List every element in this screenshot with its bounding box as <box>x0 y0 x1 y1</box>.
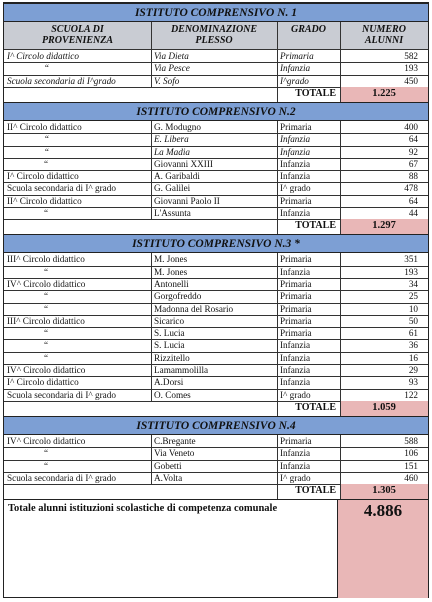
cell-grado: Infanzia <box>280 365 311 375</box>
header-grado <box>277 22 340 50</box>
column-divider <box>340 50 341 87</box>
cell-plesso: G. Modugno <box>154 121 201 132</box>
cell-grado: Infanzia <box>280 352 311 363</box>
cell-alunni: 64 <box>408 134 418 145</box>
cell-grado: Infanzia <box>280 158 311 169</box>
cell-scuola: “ <box>44 340 49 351</box>
total-label: TOTALE <box>295 220 336 232</box>
table-row <box>4 266 428 278</box>
cell-plesso: A.Dorsi <box>154 377 184 388</box>
cell-grado: Primaria <box>280 303 312 314</box>
column-divider <box>340 253 341 401</box>
cell-scuola: Scuola secondaria di I^grado <box>7 75 116 86</box>
cell-scuola: Scuola secondaria di I^ grado <box>7 472 116 483</box>
table-row <box>4 146 428 158</box>
column-divider <box>277 401 278 416</box>
table-row <box>4 50 428 62</box>
column-divider <box>277 484 278 499</box>
cell-grado: I^ grado <box>280 183 311 194</box>
cell-grado: Infanzia <box>280 460 311 471</box>
table-row <box>4 339 428 351</box>
cell-plesso: Rizzitello <box>154 352 190 363</box>
cell-alunni: 151 <box>404 460 418 471</box>
total-row <box>4 484 428 499</box>
cell-plesso: S. Lucia <box>154 340 185 351</box>
cell-grado: I^ grado <box>280 389 311 400</box>
cell-plesso: Gobetti <box>154 460 182 471</box>
grand-total-label: Totale alunni istituzioni scolastiche di competenza comunale <box>8 503 278 515</box>
cell-alunni: 64 <box>408 195 418 206</box>
section-title-band <box>4 416 428 435</box>
column-divider <box>340 435 341 484</box>
header-scuola-provenienza-line1: SCUOLA DI <box>51 24 104 35</box>
table-row <box>4 182 428 194</box>
column-divider <box>277 22 278 50</box>
cell-grado: Primaria <box>280 291 312 302</box>
cell-scuola: II^ Circolo didattico <box>7 195 82 206</box>
header-denominazione-plesso-line2: PLESSO <box>195 35 233 46</box>
section-title: ISTITUTO COMPRENSIVO N.3 * <box>132 238 300 251</box>
column-divider <box>340 401 341 416</box>
cell-scuola: “ <box>44 146 50 157</box>
table-row <box>4 62 428 74</box>
cell-alunni: 92 <box>408 146 418 157</box>
cell-alunni: 450 <box>404 75 418 86</box>
table-row <box>4 389 428 401</box>
cell-grado: Primaria <box>280 254 312 265</box>
cell-alunni: 34 <box>408 278 418 289</box>
column-divider <box>340 22 341 50</box>
cell-grado: Infanzia <box>280 266 311 277</box>
table-row <box>4 460 428 472</box>
cell-plesso: C.Bregante <box>154 435 196 446</box>
cell-alunni: 88 <box>408 171 418 182</box>
column-divider <box>151 50 152 87</box>
column-divider <box>340 219 341 234</box>
cell-grado: Infanzia <box>280 134 311 145</box>
cell-alunni: 588 <box>404 435 418 446</box>
cell-scuola: “ <box>44 266 49 277</box>
header-numero-alunni <box>340 22 428 50</box>
cell-plesso: A.Volta <box>154 472 183 483</box>
cell-alunni: 193 <box>404 63 418 74</box>
cell-grado: Primaria <box>280 51 314 61</box>
grand-total-row <box>4 499 428 598</box>
column-divider <box>277 50 278 87</box>
column-divider <box>151 435 152 484</box>
column-divider <box>151 253 152 401</box>
cell-alunni: 67 <box>408 158 418 169</box>
header-numero-alunni-line2: ALUNNI <box>364 35 404 46</box>
table-row <box>4 253 428 265</box>
cell-plesso: Lamammolilla <box>154 365 209 375</box>
table-row <box>4 133 428 145</box>
table-row <box>4 195 428 207</box>
cell-alunni: 582 <box>404 51 418 61</box>
cell-alunni: 25 <box>408 291 418 302</box>
section-title: ISTITUTO COMPRENSIVO N. 1 <box>134 7 298 19</box>
cell-grado: Infanzia <box>280 340 311 351</box>
table-row <box>4 472 428 484</box>
table-row <box>4 121 428 133</box>
cell-grado: Infanzia <box>280 63 311 74</box>
cell-plesso: E. Libera <box>154 134 189 145</box>
column-divider <box>277 219 278 234</box>
cell-plesso: L'Assunta <box>154 208 191 218</box>
cell-grado: Primaria <box>280 435 312 446</box>
total-row <box>4 87 428 102</box>
cell-alunni: 29 <box>408 365 418 375</box>
header-grado-line1: GRADO <box>290 24 326 35</box>
cell-grado: I^grado <box>280 75 309 86</box>
cell-alunni: 122 <box>404 389 418 400</box>
header-denominazione-plesso <box>151 22 277 50</box>
section-title-band <box>4 3 428 22</box>
column-divider <box>277 435 278 484</box>
column-divider <box>151 22 152 50</box>
cell-scuola: Scuola secondaria di I^ grado <box>7 389 116 400</box>
cell-scuola: I^ Circolo didattico <box>7 171 79 182</box>
table-row <box>4 207 428 219</box>
cell-plesso: La Madia <box>154 146 190 157</box>
column-divider <box>151 121 152 219</box>
cell-grado: Primaria <box>280 315 312 326</box>
cell-plesso: V. Sofo <box>154 75 180 86</box>
cell-scuola: “ <box>44 328 49 339</box>
table-row <box>4 447 428 459</box>
total-value: 1.225 <box>340 87 428 102</box>
cell-alunni: 16 <box>408 352 418 363</box>
cell-plesso: Via Pesce <box>154 63 190 74</box>
cell-plesso: Madonna del Rosario <box>154 303 234 314</box>
table-row <box>4 364 428 376</box>
header-denominazione-plesso-line1: DENOMINAZIONE <box>170 24 258 35</box>
cell-scuola: “ <box>44 303 49 314</box>
column-divider <box>340 121 341 219</box>
total-value: 1.305 <box>340 484 428 499</box>
cell-plesso: Via Veneto <box>154 448 195 459</box>
cell-plesso: M. Jones <box>154 254 188 265</box>
cell-scuola: II^ Circolo didattico <box>7 121 82 132</box>
cell-alunni: 478 <box>404 183 418 194</box>
column-divider <box>277 87 278 102</box>
table-row <box>4 303 428 315</box>
column-divider <box>277 253 278 401</box>
cell-alunni: 61 <box>408 328 418 339</box>
cell-grado: Infanzia <box>280 146 311 157</box>
cell-plesso: Antonelli <box>154 278 189 289</box>
header-numero-alunni-line1: NUMERO <box>362 24 406 35</box>
cell-alunni: 44 <box>408 208 418 218</box>
cell-plesso: G. Galilei <box>154 183 191 194</box>
cell-alunni: 193 <box>404 266 418 277</box>
table-row <box>4 290 428 302</box>
table-row <box>4 278 428 290</box>
column-divider <box>340 484 341 499</box>
total-value: 1.059 <box>340 401 428 416</box>
section-title: ISTITUTO COMPRENSIVO N.2 <box>136 105 296 118</box>
cell-alunni: 10 <box>408 303 418 314</box>
grand-total-value: 4.886 <box>337 500 428 598</box>
cell-scuola: “ <box>44 208 49 218</box>
table-row <box>4 435 428 447</box>
cell-scuola: “ <box>44 352 49 363</box>
cell-scuola: III^ Circolo didattico <box>7 315 85 326</box>
total-row <box>4 401 428 416</box>
cell-scuola: III^ Circolo didattico <box>7 254 85 265</box>
column-divider <box>340 87 341 102</box>
cell-scuola: IV^ Circolo didattico <box>7 435 86 446</box>
cell-plesso: A. Garibaldi <box>154 171 200 182</box>
total-label: TOTALE <box>295 485 336 497</box>
cell-grado: Primaria <box>280 121 312 132</box>
cell-plesso: O. Comes <box>154 389 191 400</box>
table-row <box>4 327 428 339</box>
cell-grado: Infanzia <box>280 448 311 459</box>
cell-grado: Primaria <box>280 278 312 289</box>
cell-grado: Infanzia <box>280 208 311 218</box>
cell-alunni: 351 <box>404 254 418 265</box>
total-label: TOTALE <box>295 401 336 413</box>
section-title-band <box>4 234 428 253</box>
cell-scuola: “ <box>44 158 49 169</box>
document-page <box>3 2 429 598</box>
cell-plesso: Giovanni Paolo II <box>154 195 220 206</box>
cell-plesso: Gorgofreddo <box>154 291 202 302</box>
cell-alunni: 106 <box>404 448 418 459</box>
table-row <box>4 75 428 87</box>
cell-plesso: Giovanni XXIII <box>154 158 213 169</box>
table-row <box>4 315 428 327</box>
column-divider <box>277 121 278 219</box>
cell-scuola: “ <box>44 291 49 302</box>
cell-grado: Primaria <box>280 328 312 339</box>
cell-scuola: “ <box>44 448 49 459</box>
cell-alunni: 50 <box>408 315 418 326</box>
table-row <box>4 158 428 170</box>
cell-grado: Primaria <box>280 195 312 206</box>
cell-alunni: 36 <box>408 340 418 351</box>
cell-scuola: Scuola secondaria di I^ grado <box>7 183 116 194</box>
total-value: 1.297 <box>340 219 428 234</box>
cell-alunni: 93 <box>408 377 418 388</box>
cell-scuola: IV^ Circolo didattico <box>7 365 86 375</box>
table-row <box>4 170 428 182</box>
table-row <box>4 352 428 364</box>
cell-alunni: 460 <box>404 472 418 483</box>
total-row <box>4 219 428 234</box>
table-header-row <box>4 22 428 50</box>
cell-scuola: I^ Circolo didattico <box>7 51 79 61</box>
cell-grado: I^ grado <box>280 472 311 483</box>
cell-alunni: 400 <box>404 121 418 132</box>
cell-scuola: IV^ Circolo didattico <box>7 278 86 289</box>
cell-grado: Infanzia <box>280 377 311 388</box>
total-label: TOTALE <box>295 87 336 99</box>
cell-scuola: “ <box>44 63 50 74</box>
cell-scuola: I^ Circolo didattico <box>7 377 79 388</box>
section-title-band <box>4 102 428 121</box>
table-row <box>4 376 428 388</box>
cell-plesso: Sicarico <box>154 315 185 326</box>
cell-plesso: S. Lucia <box>154 328 185 339</box>
header-scuola-provenienza-line2: PROVENIENZA <box>41 35 114 46</box>
cell-scuola: “ <box>44 460 49 471</box>
section-title: ISTITUTO COMPRENSIVO N.4 <box>136 419 296 432</box>
header-scuola-provenienza <box>4 22 151 50</box>
cell-plesso: Via Dieta <box>154 51 189 61</box>
cell-plesso: M. Jones <box>154 266 188 277</box>
cell-grado: Infanzia <box>280 171 311 182</box>
cell-scuola: “ <box>44 134 50 145</box>
